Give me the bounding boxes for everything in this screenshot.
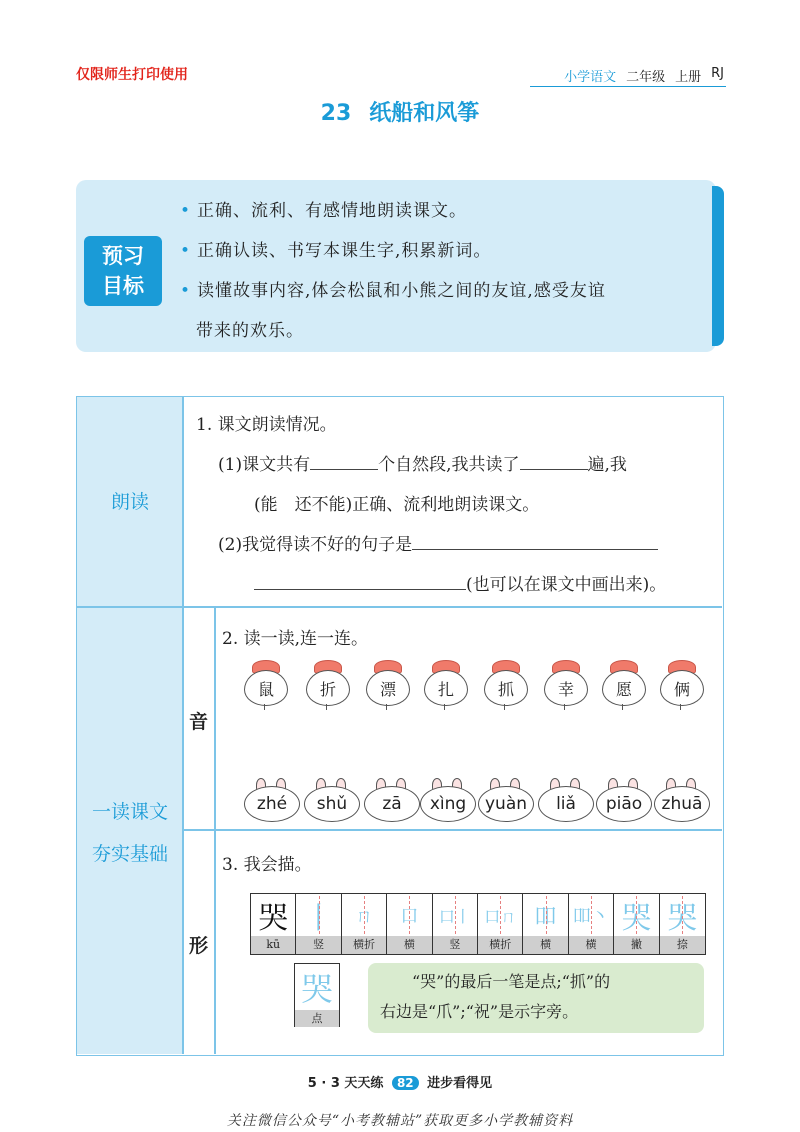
footer-brand: 5 · 3 天天练 [307, 1076, 384, 1091]
bullet-icon: • [180, 241, 192, 261]
stroke-cell[interactable]: 丨 竖 [296, 894, 341, 954]
section-label-line1: 一读课文 [91, 801, 168, 823]
pinyin-bunny[interactable]: zā [364, 778, 420, 822]
final-stroke-cell[interactable]: 哭 点 [294, 963, 340, 1027]
divider [77, 606, 722, 608]
footer [0, 1072, 800, 1091]
pinyin-bunny[interactable]: piāo [596, 778, 652, 822]
question-3: 3. 我会描。 [222, 855, 312, 875]
edition-label: RJ [711, 66, 724, 81]
pinyin-bunny[interactable]: zhé [244, 778, 300, 822]
lesson-title: 纸船和风筝 [369, 101, 480, 126]
stroke-cell[interactable]: ㄇ 横折 [342, 894, 387, 954]
question-1: 1. 课文朗读情况。 [196, 415, 337, 435]
header-divider [530, 86, 726, 87]
shape-label: 形 [189, 935, 209, 957]
character-radish[interactable]: 抓 [484, 660, 528, 706]
watermark-note: 关注微信公众号“小考教辅站”获取更多小学教辅资料 [226, 1113, 574, 1129]
question-1-part1-continued: (能 还不能)正确、流利地朗读课文。 [254, 495, 540, 515]
lesson-number: 23 [320, 101, 352, 126]
tip-line2: 右边是“爪”;“祝”是示字旁。 [380, 1002, 579, 1021]
answer-blank[interactable] [310, 452, 378, 470]
stroke-cell[interactable]: 口ㄇ 横折 [478, 894, 523, 954]
stroke-cell[interactable]: 吅 横 [523, 894, 568, 954]
volume-label: 上册 [675, 70, 702, 85]
pinyin-bunny[interactable]: shǔ [304, 778, 360, 822]
stroke-cell[interactable]: 哭 撇 [614, 894, 659, 954]
goals-badge-line1: 预习 [102, 244, 144, 268]
stroke-cell: 哭 kū [251, 894, 296, 954]
goals-box-edge [712, 186, 724, 346]
character-radish[interactable]: 幸 [544, 660, 588, 706]
section-label-line2: 夯实基础 [91, 843, 168, 865]
goals-badge [84, 236, 162, 306]
print-notice: 仅限师生打印使用 [76, 67, 188, 83]
goal-item: • 读懂故事内容,体会松鼠和小熊之间的友谊,感受友谊 [180, 281, 606, 301]
stroke-cell[interactable]: 口 横 [387, 894, 432, 954]
subject-label: 小学语文 [564, 70, 617, 85]
section-label-reading: 朗读 [110, 491, 149, 513]
question-1-part2-continued: (也可以在课文中画出来)。 [254, 570, 666, 595]
pinyin-bunny[interactable]: liǎ [538, 778, 594, 822]
bullet-icon: • [180, 281, 192, 301]
stroke-cell[interactable]: 吅丶 横 [569, 894, 614, 954]
character-radish[interactable]: 鼠 [244, 660, 288, 706]
tip-note [368, 963, 704, 1033]
character-radish[interactable]: 扎 [424, 660, 468, 706]
stroke-cell[interactable]: 口丨 竖 [433, 894, 478, 954]
character-radish[interactable]: 漂 [366, 660, 410, 706]
footer-slogan: 进步看得见 [427, 1076, 493, 1091]
stroke-order-grid [250, 893, 706, 955]
character-radish[interactable]: 折 [306, 660, 350, 706]
grade-label: 二年级 [626, 70, 666, 85]
divider [214, 607, 216, 1054]
answer-blank[interactable] [412, 532, 658, 550]
goal-item: • 正确认读、书写本课生字,积累新词。 [180, 241, 492, 261]
answer-blank[interactable] [520, 452, 588, 470]
character-radish[interactable]: 愿 [602, 660, 646, 706]
goals-badge-line2: 目标 [102, 274, 144, 298]
stroke-cell[interactable]: 哭 捺 [660, 894, 705, 954]
tip-line1: “哭”的最后一笔是点;“抓”的 [412, 972, 611, 991]
answer-blank[interactable] [254, 572, 466, 590]
goal-item-continued: 带来的欢乐。 [196, 321, 304, 341]
page-number: 82 [392, 1076, 419, 1090]
book-info [564, 66, 724, 85]
question-2: 2. 读一读,连一连。 [222, 629, 369, 649]
goal-item: • 正确、流利、有感情地朗读课文。 [180, 201, 468, 221]
divider [183, 829, 722, 831]
page-title [0, 96, 800, 127]
character-radish[interactable]: 俩 [660, 660, 704, 706]
bullet-icon: • [180, 201, 192, 221]
sound-label: 音 [189, 711, 209, 733]
pinyin-bunny[interactable]: yuàn [478, 778, 534, 822]
question-1-part1: (1)课文共有 个自然段,我共读了 遍,我 [218, 450, 627, 475]
pinyin-bunny[interactable]: xìng [420, 778, 476, 822]
question-1-part2: (2)我觉得读不好的句子是 [218, 530, 658, 555]
pinyin-bunny[interactable]: zhuā [654, 778, 710, 822]
